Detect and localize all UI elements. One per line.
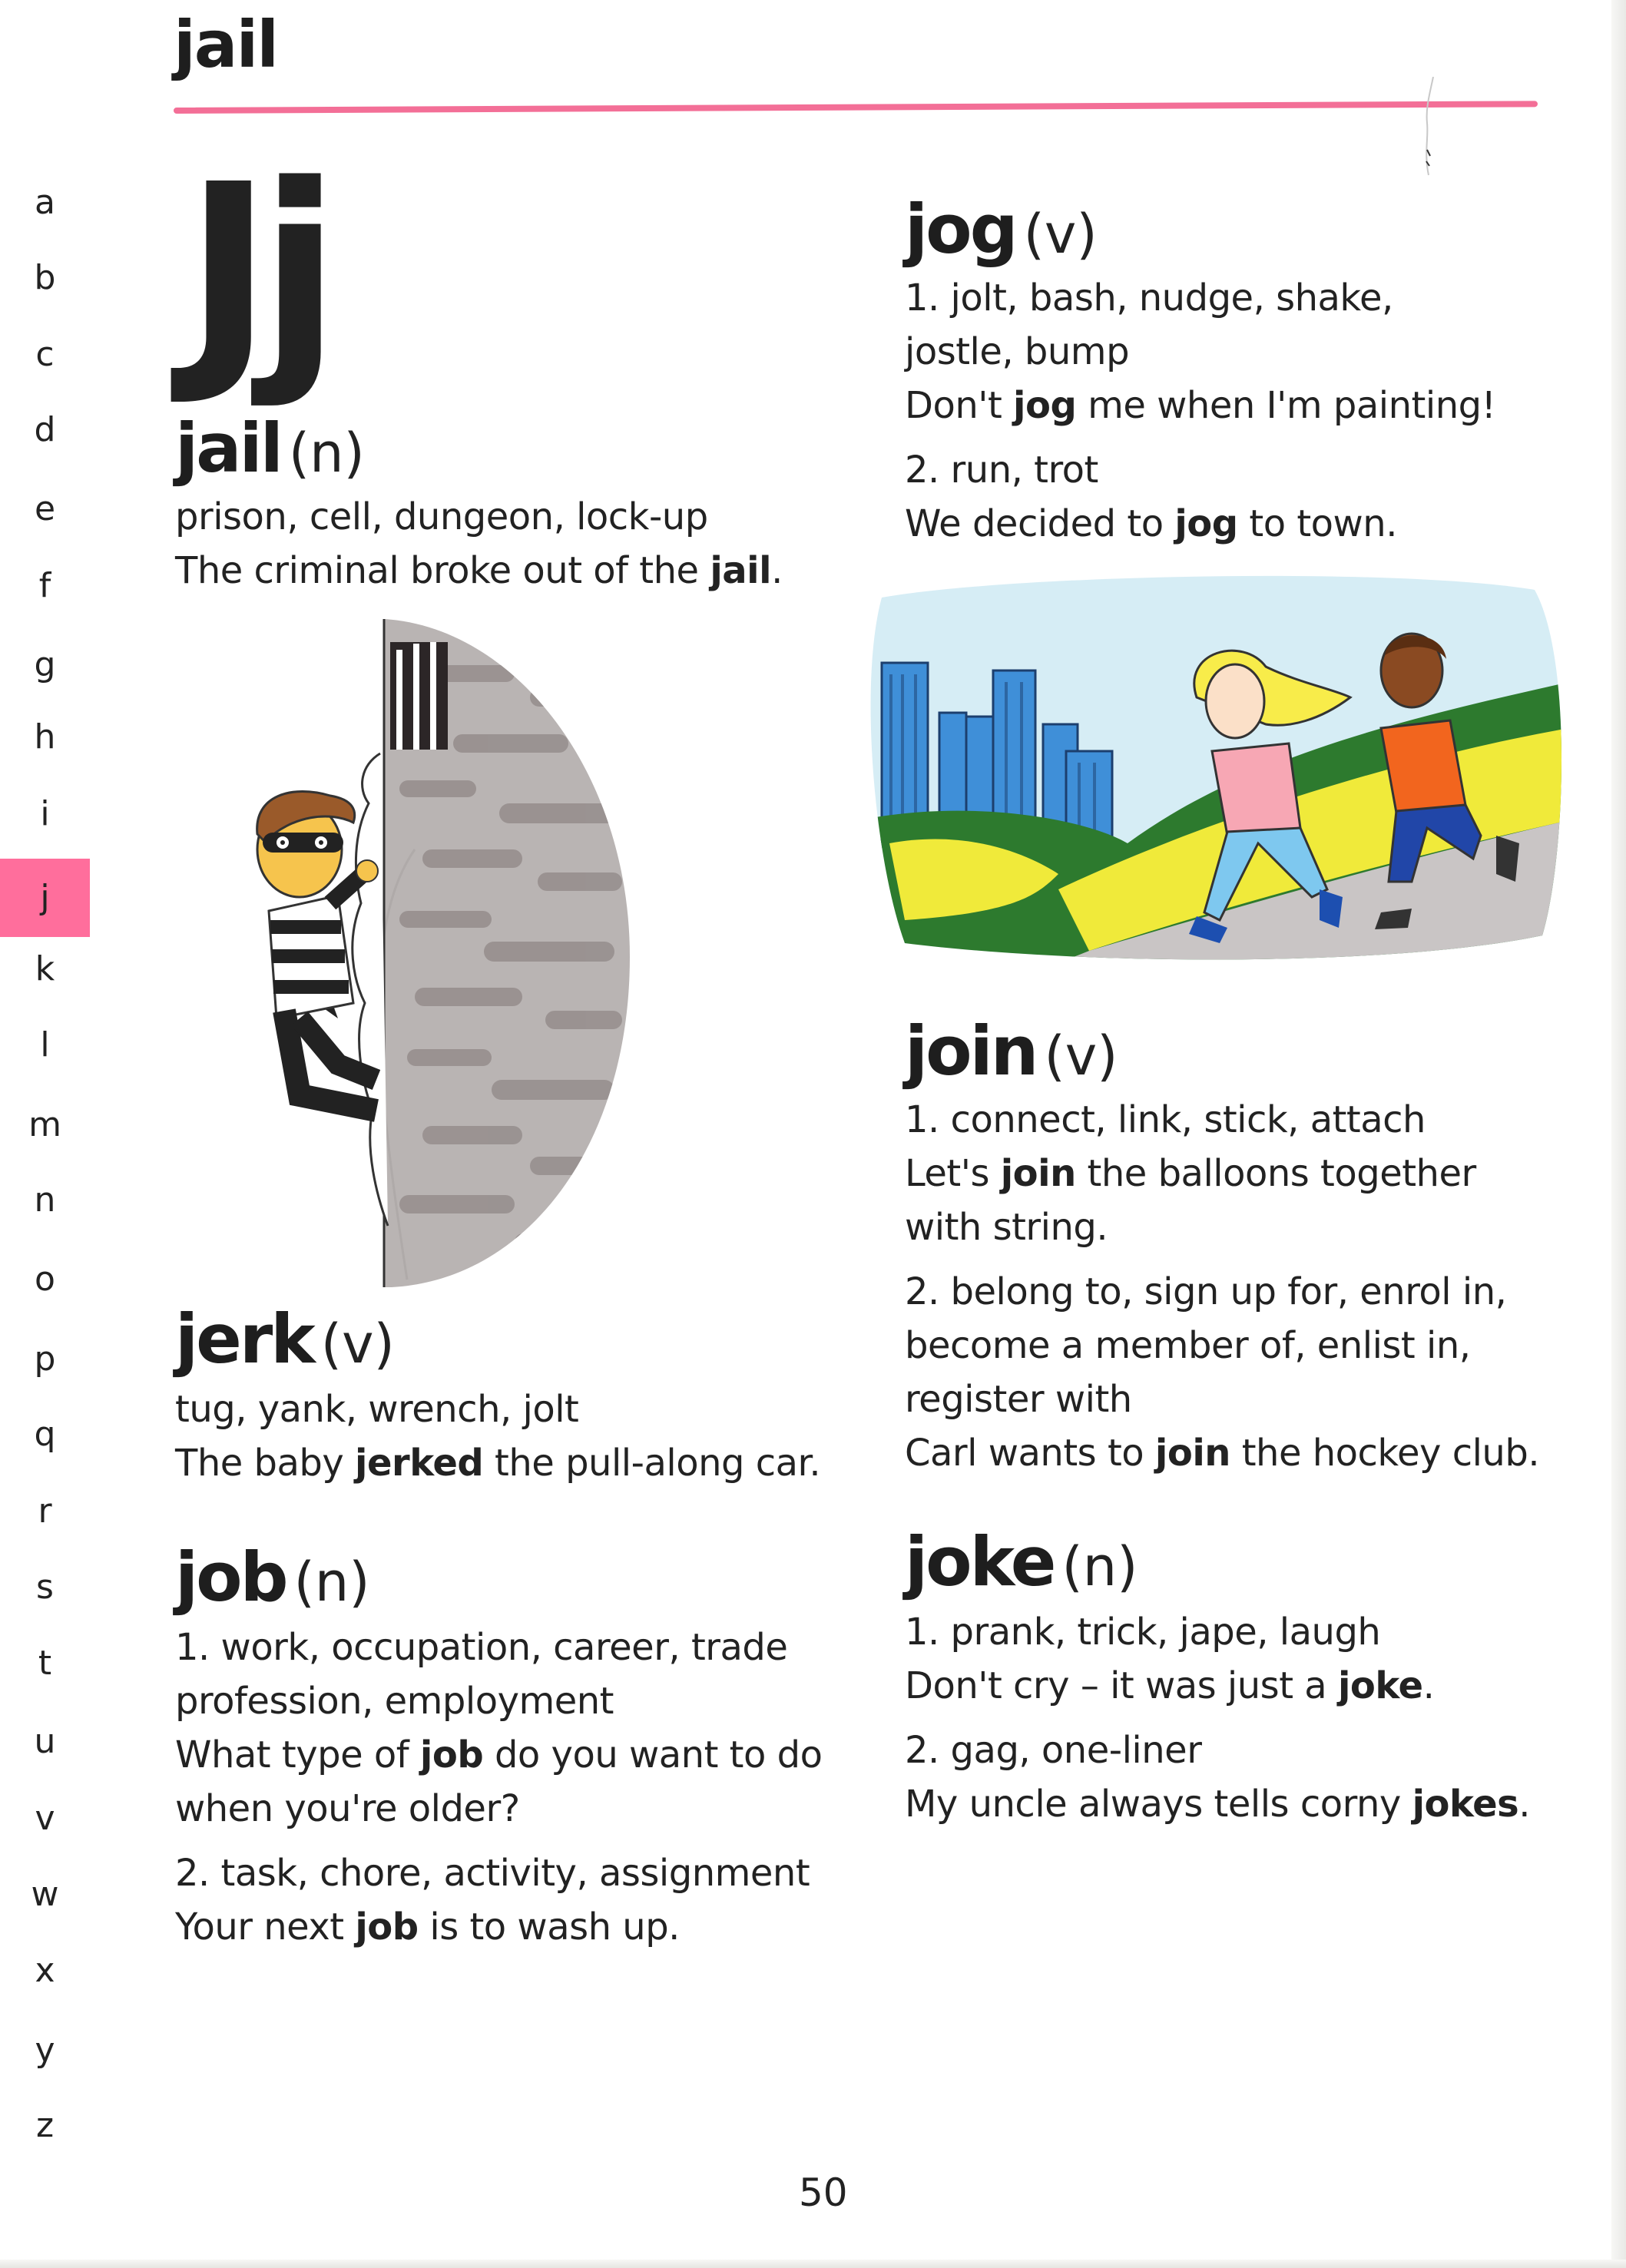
sense-2-example: My uncle always tells corny jokes. (905, 1783, 1531, 1826)
sense-1-synonyms: 1. connect, link, stick, attach (905, 1098, 1426, 1141)
header-rule (174, 101, 1538, 114)
sense-1-synonyms: 1. prank, trick, jape, laugh (905, 1611, 1381, 1654)
headword: job (n) (175, 1538, 370, 1617)
entry-joke (905, 1522, 1531, 1831)
alpha-tab-f[interactable]: f (38, 566, 51, 605)
example: The criminal broke out of the jail. (175, 549, 783, 592)
entry-jail (175, 409, 783, 598)
jail-illustration (223, 619, 637, 1295)
sense-1-synonyms: 1. jolt, bash, nudge, shake, (905, 276, 1393, 320)
alpha-tab-g[interactable]: g (34, 645, 56, 684)
sense-1-example-cont: with string. (905, 1206, 1108, 1249)
synonyms: tug, yank, wrench, jolt (175, 1388, 579, 1431)
alpha-tab-t[interactable]: t (38, 1644, 52, 1683)
sense-1-example: Let's join the balloons together (905, 1152, 1476, 1195)
alpha-tab-w[interactable]: w (31, 1875, 59, 1914)
example: The baby jerked the pull-along car. (175, 1442, 821, 1485)
alpha-tab-k[interactable]: k (35, 949, 55, 988)
running-head: jail (174, 7, 278, 82)
sense-1-synonyms-cont: profession, employment (175, 1680, 614, 1723)
alpha-tab-r[interactable]: r (38, 1492, 52, 1531)
sense-1-synonyms: 1. work, occupation, career, trade (175, 1626, 788, 1669)
alpha-tab-v[interactable]: v (35, 1799, 55, 1838)
sense-2-synonyms: 2. run, trot (905, 449, 1098, 492)
page-edge-right (1611, 0, 1626, 2268)
alpha-tab-i[interactable]: i (40, 794, 50, 833)
alpha-tab-e[interactable]: e (34, 489, 56, 528)
sense-2-synonyms: 2. belong to, sign up for, enrol in, (905, 1270, 1507, 1313)
headword: joke (n) (905, 1522, 1138, 1601)
synonyms: prison, cell, dungeon, lock-up (175, 495, 708, 538)
entry-job (175, 1538, 823, 1954)
alpha-tab-h[interactable]: h (34, 717, 56, 757)
sense-2-synonyms-cont-2: register with (905, 1378, 1132, 1421)
alpha-tab-l[interactable]: l (40, 1025, 50, 1064)
alpha-tab-x[interactable]: x (35, 1951, 55, 1990)
sense-2-example: Carl wants to join the hockey club. (905, 1432, 1540, 1475)
alpha-tab-d[interactable]: d (34, 410, 56, 449)
alpha-tab-o[interactable]: o (35, 1260, 55, 1299)
sense-1-example-cont: when you're older? (175, 1787, 520, 1830)
sense-1-example: Don't cry – it was just a joke. (905, 1664, 1435, 1707)
sense-1-example: Don't jog me when I'm painting! (905, 384, 1496, 427)
alpha-tab-a[interactable]: a (35, 183, 55, 222)
alpha-tab-m[interactable]: m (28, 1105, 61, 1144)
sense-2-synonyms: 2. task, chore, activity, assignment (175, 1852, 810, 1895)
headword: jerk (v) (175, 1300, 395, 1379)
alpha-tab-u[interactable]: u (34, 1722, 56, 1761)
sense-2-synonyms: 2. gag, one-liner (905, 1729, 1202, 1772)
headword: jog (v) (905, 190, 1098, 269)
entry-jog (905, 190, 1496, 551)
entry-join (905, 1011, 1540, 1480)
alpha-tab-n[interactable]: n (34, 1180, 56, 1220)
page-number: 50 (799, 2170, 848, 2215)
entry-jerk (175, 1300, 821, 1490)
alpha-tab-c[interactable]: c (35, 335, 55, 374)
alpha-tab-j-active[interactable]: j (0, 859, 90, 937)
alpha-tab-b[interactable]: b (34, 258, 56, 297)
sense-1-synonyms-cont: jostle, bump (905, 330, 1130, 373)
alpha-tab-z[interactable]: z (35, 2106, 55, 2145)
headword: jail (n) (175, 409, 365, 488)
jog-illustration (859, 567, 1569, 966)
alpha-tab-q[interactable]: q (34, 1415, 56, 1454)
alpha-tab-s[interactable]: s (36, 1568, 54, 1607)
page-edge-bottom (0, 2260, 1626, 2268)
sense-1-example: What type of job do you want to do (175, 1733, 823, 1776)
scan-mark-icon (1422, 77, 1438, 177)
sense-2-example: We decided to jog to town. (905, 502, 1397, 545)
section-letter: Jj (184, 134, 327, 411)
sense-2-example: Your next job is to wash up. (175, 1905, 680, 1948)
headword: join (v) (905, 1011, 1118, 1091)
alpha-tab-y[interactable]: y (35, 2031, 55, 2070)
alpha-tab-p[interactable]: p (34, 1339, 56, 1379)
sense-2-synonyms-cont: become a member of, enlist in, (905, 1324, 1471, 1367)
